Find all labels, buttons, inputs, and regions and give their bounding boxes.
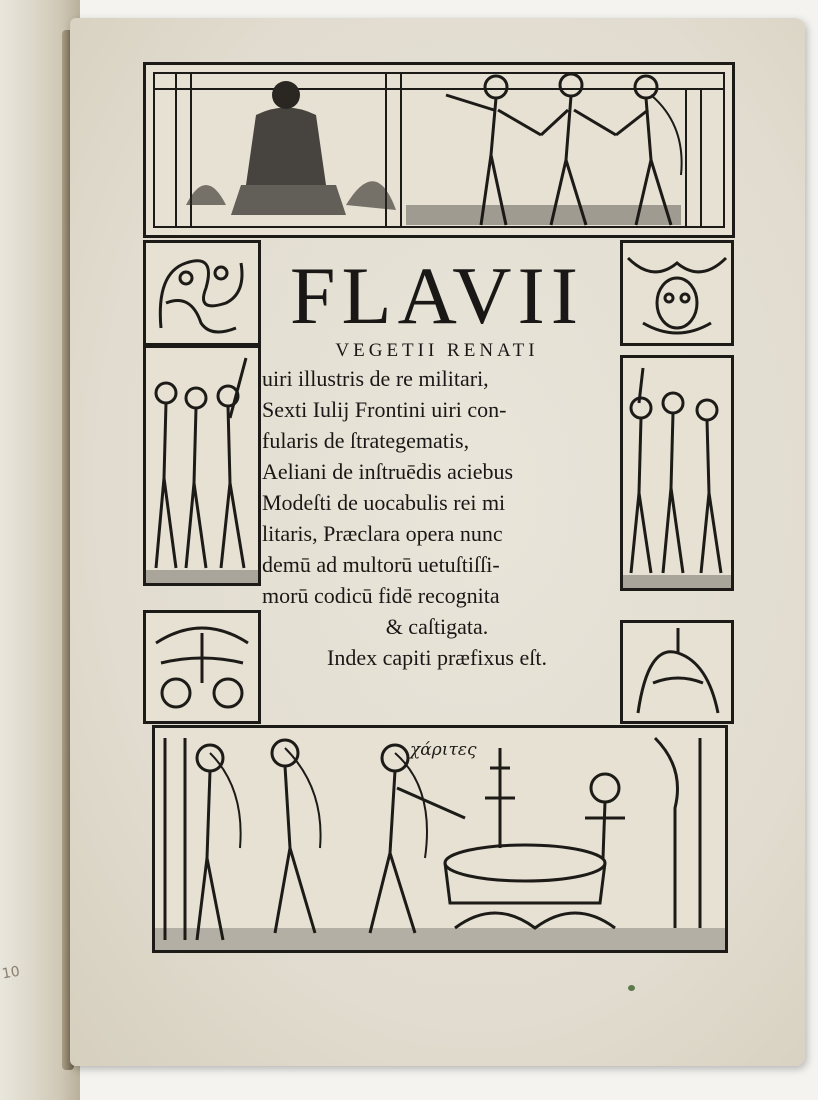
- text-line: Sexti Iulij Frontini uiri con-: [262, 397, 507, 422]
- three-graces-left-illustration: [146, 348, 258, 583]
- text-line: fularis de ſtrategematis,: [262, 428, 470, 453]
- title-text-block: [262, 250, 612, 695]
- text-line: Modeſti de uocabulis rei mi: [262, 490, 506, 515]
- right-lower-ornament-panel: [620, 620, 734, 724]
- right-figures-panel: [620, 355, 734, 591]
- text-line: litaris, Præclara opera nunc: [262, 521, 503, 546]
- left-figures-panel: [143, 345, 261, 586]
- woodcut-caption: χάριτες: [410, 740, 477, 760]
- text-line: Aeliani de inſtruēdis aciebus: [262, 459, 514, 484]
- right-upper-ornament-panel: [620, 240, 734, 346]
- mask-ornament-illustration: [623, 243, 731, 343]
- text-line-centered: Index capiti præfixus eſt.: [327, 645, 547, 670]
- text-line: demū ad multorū uetuſtiſſi-: [262, 552, 500, 577]
- dragon-ornament-illustration: [146, 243, 258, 343]
- ink-spot: [628, 985, 635, 991]
- spine-mark: 10: [0, 963, 22, 983]
- left-upper-ornament-panel: [143, 240, 261, 346]
- top-woodcut-panel: [143, 62, 735, 238]
- bathing-scene-illustration: [155, 728, 725, 950]
- left-lower-ornament-panel: [143, 610, 261, 724]
- title-large: FLAVII: [289, 250, 585, 341]
- fountain-ornament-illustration: [623, 623, 731, 721]
- top-woodcut-illustration: [146, 65, 732, 235]
- book-spine: [0, 0, 80, 1100]
- title-small: VEGETII RENATI: [335, 340, 539, 361]
- text-line: morū codicū fidē recognita: [262, 583, 500, 608]
- three-graces-right-illustration: [623, 358, 731, 588]
- bird-ornament-illustration: [146, 613, 258, 721]
- text-line: uiri illustris de re militari,: [262, 366, 489, 391]
- text-line-centered: & caſtigata.: [385, 614, 489, 639]
